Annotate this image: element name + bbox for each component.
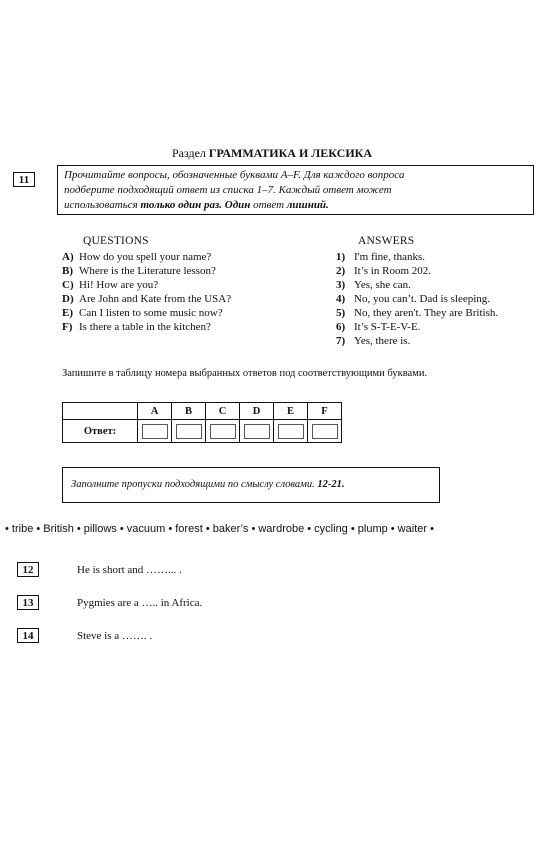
answer-cell-c[interactable] [206, 420, 240, 443]
item-sentence-13: Pygmies are a ….. in Africa. [77, 597, 203, 609]
answer-row [336, 306, 498, 320]
answer-cell-f[interactable] [308, 420, 342, 443]
item-sentence-12: He is short and ……... . [77, 564, 182, 576]
answers-list [336, 250, 498, 348]
table-letter: B [172, 403, 206, 420]
question-row [62, 306, 231, 320]
answer-text: It’s S-T-E-V-E. [354, 321, 421, 333]
question-letter: A) [62, 251, 74, 263]
answer-text: It’s in Room 202. [354, 265, 432, 277]
question-letter: C) [62, 279, 74, 291]
question-row [62, 320, 231, 334]
answer-number: 2) [336, 265, 346, 277]
questions-list [62, 250, 231, 334]
question-text: Is there a table in the kitchen? [79, 321, 211, 333]
answer-number: 6) [336, 321, 346, 333]
question-row [62, 278, 231, 292]
answer-row [336, 264, 498, 278]
table-letter: E [274, 403, 308, 420]
question-text: Are John and Kate from the USA? [79, 293, 232, 305]
section-heading: ГРАММАТИКА И ЛЕКСИКА [208, 146, 373, 160]
instruction-line-2: подберите подходящий ответ из списка 1–7. Каждый ответ может [64, 184, 392, 196]
instruction-part-a: использоваться [64, 199, 141, 211]
answer-row [336, 320, 498, 334]
answer-cell-d[interactable] [240, 420, 274, 443]
question-text: How do you spell your name? [79, 251, 212, 263]
question-letter: F) [62, 321, 73, 333]
table-letter: F [308, 403, 342, 420]
question-row [62, 264, 231, 278]
answer-row [336, 278, 498, 292]
answer-text: I'm fine, thanks. [354, 251, 426, 263]
instruction-part-b: только один раз. Один [140, 199, 251, 211]
answer-text: No, they aren't. They are British. [354, 307, 499, 319]
question-row [62, 292, 231, 306]
fill-instruction-text: Заполните пропуски подходящими по смыслу словами. [71, 479, 315, 490]
question-text: Where is the Literature lesson? [79, 265, 216, 277]
question-letter: E) [62, 307, 73, 319]
instruction-line-1: Прочитайте вопросы, обозначенные буквами A–F. Для каждого вопроса [64, 169, 405, 181]
instruction-part-c: ответ [250, 199, 287, 211]
answer-row [336, 250, 498, 264]
question-text: Hi! How are you? [79, 279, 159, 291]
task-11-instruction [57, 165, 534, 215]
answer-text: Yes, she can. [354, 279, 411, 291]
answer-text: No, you can’t. Dad is sleeping. [354, 293, 491, 305]
write-instruction: Запишите в таблицу номера выбранных ответов под соответствующими буквами. [62, 368, 428, 379]
word-bank: • tribe • British • pillows • vacuum • forest • baker’s • wardrobe • cycling • plump • waiter • [5, 523, 434, 535]
question-letter: D) [62, 293, 74, 305]
question-text: Can I listen to some music now? [79, 307, 223, 319]
item-sentence-14: Steve is a ……. . [77, 630, 153, 642]
answer-number: 3) [336, 279, 346, 291]
fill-instruction-box [62, 467, 440, 503]
section-title [0, 146, 544, 161]
answer-table [62, 402, 342, 443]
instruction-line-3 [64, 198, 527, 213]
answer-number: 7) [336, 335, 346, 347]
answers-heading: ANSWERS [358, 235, 415, 247]
answer-number: 4) [336, 293, 346, 305]
answer-table-row [63, 420, 342, 443]
answer-row [336, 292, 498, 306]
item-number-14: 14 [17, 628, 39, 643]
table-letter: D [240, 403, 274, 420]
answer-cell-b[interactable] [172, 420, 206, 443]
fill-instruction-range: 12-21. [317, 479, 345, 490]
answer-number: 5) [336, 307, 346, 319]
item-number-13: 13 [17, 595, 39, 610]
answer-number: 1) [336, 251, 346, 263]
answer-table-header [63, 403, 342, 420]
answer-cell-a[interactable] [138, 420, 172, 443]
answer-label: Ответ: [63, 420, 138, 443]
instruction-part-d: лишний. [286, 199, 329, 211]
table-letter: A [138, 403, 172, 420]
task-number-11: 11 [13, 172, 35, 187]
question-row [62, 250, 231, 264]
table-letter: C [206, 403, 240, 420]
section-prefix: Раздел [171, 146, 206, 160]
answer-row [336, 334, 498, 348]
answer-cell-e[interactable] [274, 420, 308, 443]
item-number-12: 12 [17, 562, 39, 577]
answer-table-corner [63, 403, 138, 420]
question-letter: B) [62, 265, 73, 277]
answer-text: Yes, there is. [354, 335, 411, 347]
questions-heading: QUESTIONS [83, 235, 149, 247]
